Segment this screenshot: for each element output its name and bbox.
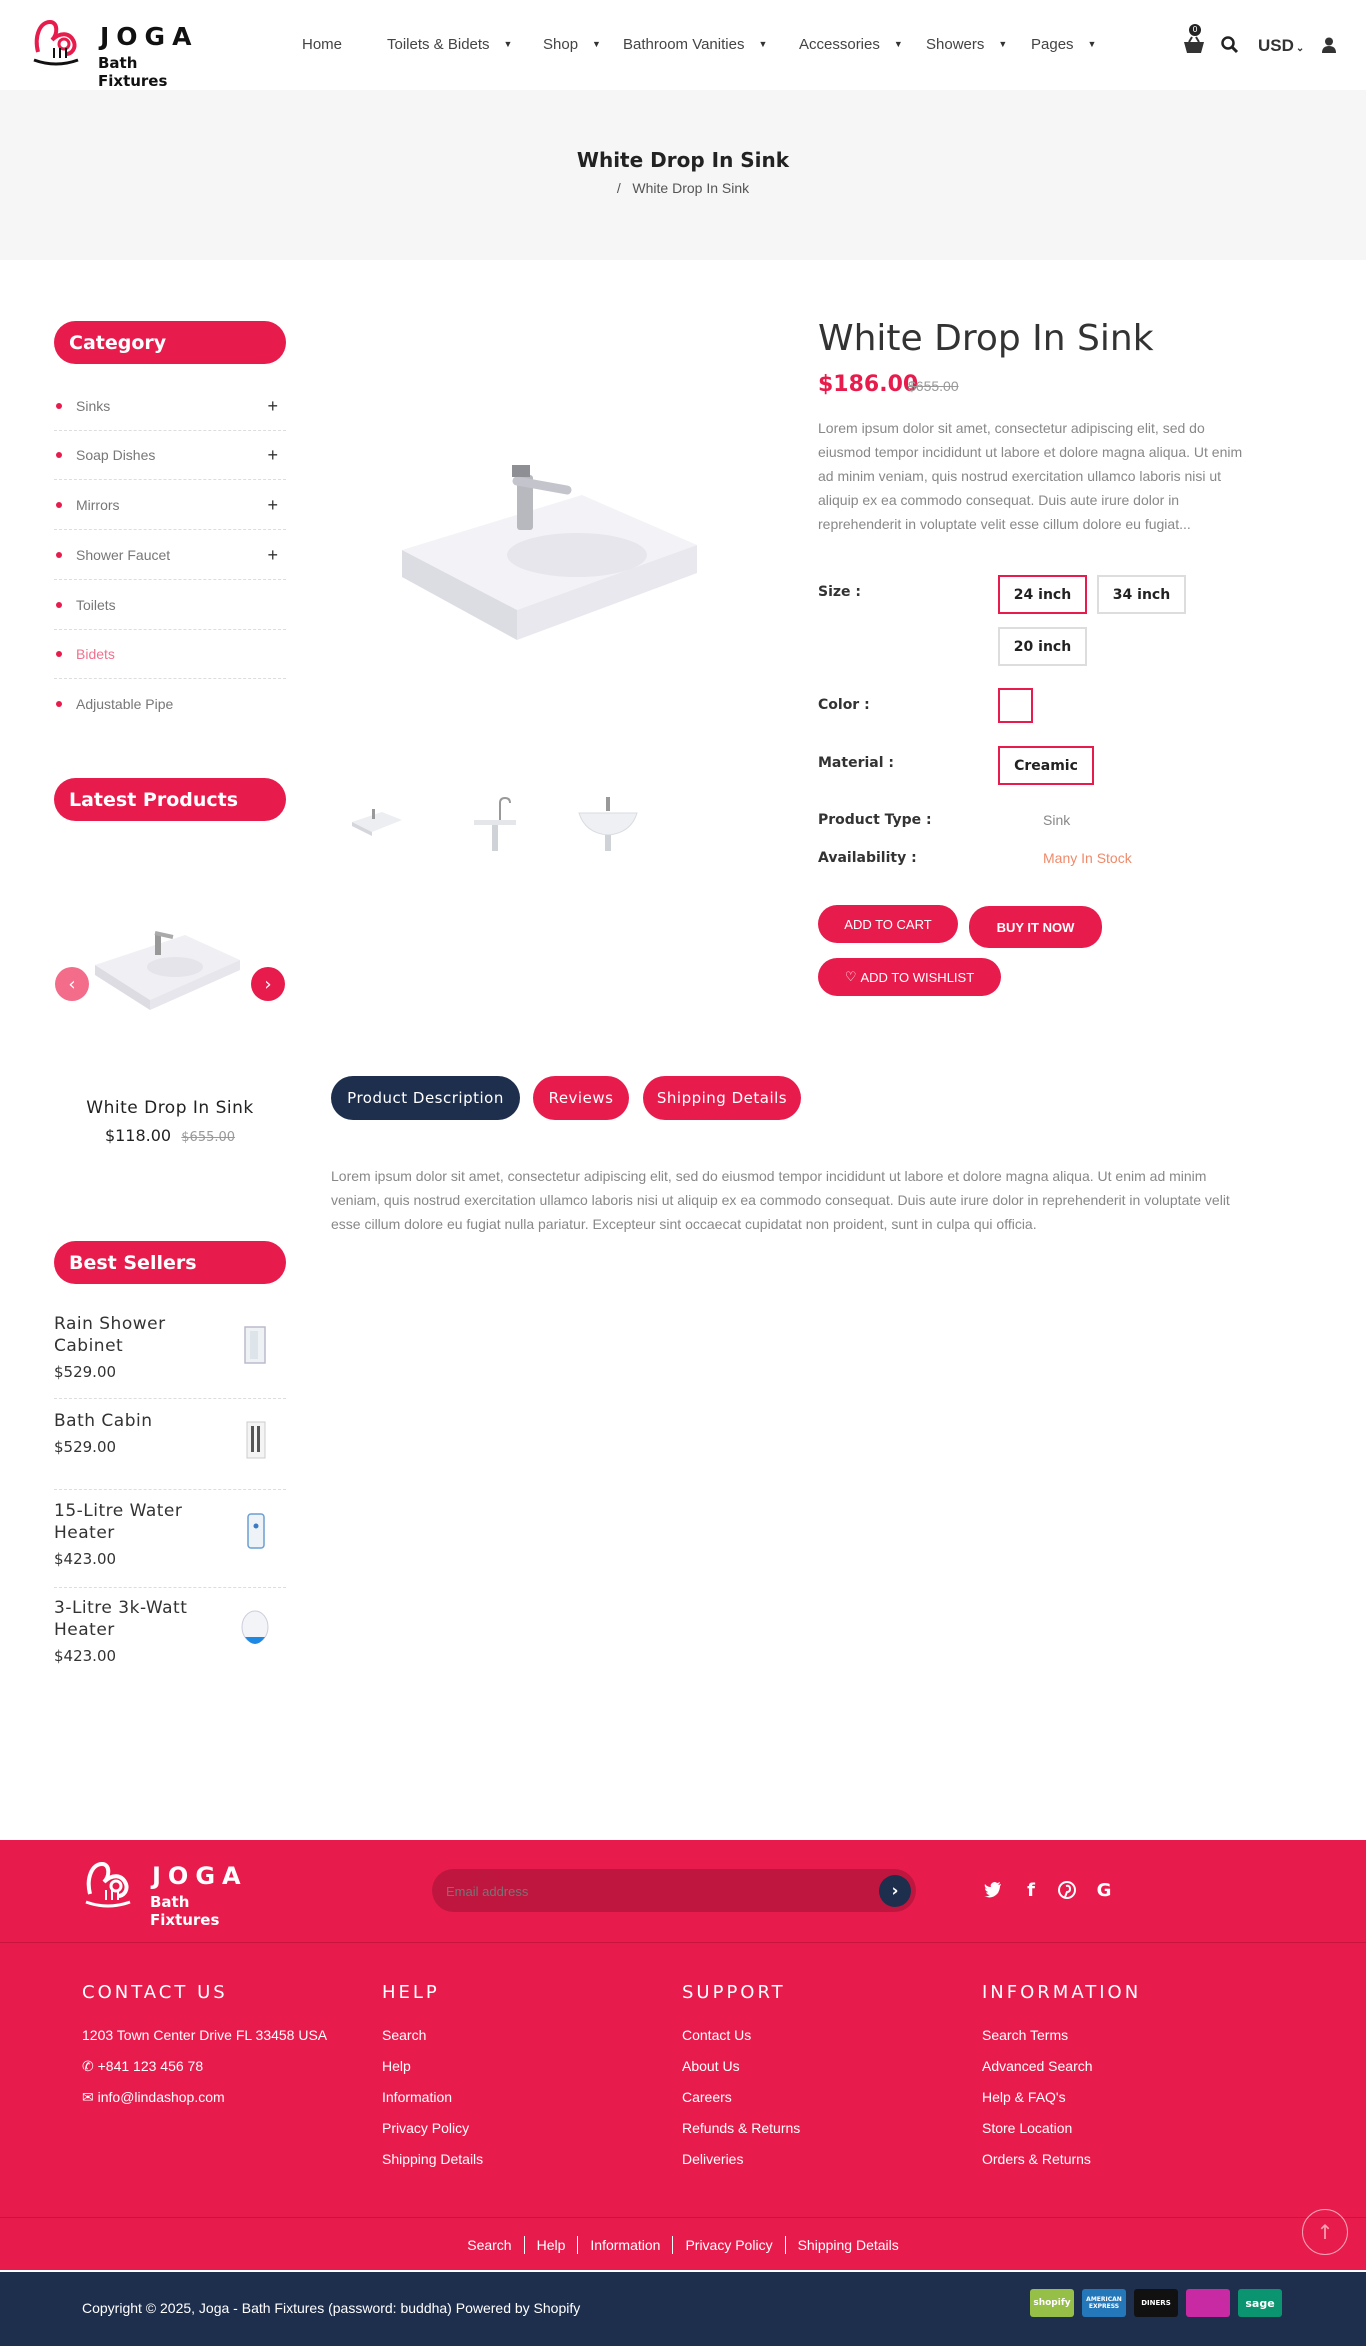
copyright-bar [0, 2272, 1366, 2346]
next-arrow-button[interactable] [251, 967, 285, 1001]
color-swatch[interactable] [998, 688, 1033, 723]
sage-pay-icon: sage [1238, 2289, 1282, 2317]
bullet-dot [56, 602, 62, 608]
product-main-image[interactable] [392, 455, 702, 655]
nav-pages[interactable] [1031, 33, 1096, 55]
bottom-link[interactable]: Search [455, 2236, 524, 2254]
footer-logo[interactable] [82, 1858, 252, 1929]
footer-link[interactable]: Contact Us [682, 2027, 752, 2043]
footer-link[interactable]: Shipping Details [382, 2151, 484, 2167]
copyright-text: Copyright © 2025, Joga - Bath Fixtures (password: buddha) Powered by Shopify [82, 2300, 581, 2316]
nav-label: Bathroom Vanities [623, 35, 745, 53]
bottom-link[interactable]: Privacy Policy [673, 2236, 785, 2254]
caret-down-icon: ▼ [998, 39, 1008, 49]
thumbnail-1[interactable] [348, 800, 406, 842]
footer-information-column [982, 1982, 1242, 2168]
product-title: White Drop In Sink [818, 318, 1154, 359]
category-label: Mirrors [76, 497, 120, 513]
logo-icon [82, 1858, 134, 1912]
best-seller-name[interactable]: Bath Cabin [54, 1411, 153, 1431]
size-option-20[interactable]: 20 inch [998, 627, 1087, 666]
best-seller-name[interactable]: Rain Shower Cabinet [54, 1314, 166, 1356]
product-price: $186.00 [818, 372, 919, 397]
category-item-toilets[interactable] [54, 581, 286, 630]
nav-label: Showers [926, 35, 985, 53]
best-seller-item[interactable] [54, 1597, 286, 1683]
nav-label: Accessories [799, 35, 880, 53]
caret-down-icon: ▼ [592, 39, 601, 49]
category-label: Sinks [76, 398, 111, 414]
material-option[interactable]: Creamic [998, 746, 1094, 785]
category-item-adjustable-pipe[interactable] [54, 679, 286, 728]
footer-link[interactable]: Help & FAQ's [982, 2089, 1066, 2105]
thumbnail-3[interactable] [575, 795, 641, 855]
footer-logo-name: JOGA [152, 1862, 248, 1890]
plus-icon[interactable]: + [267, 494, 278, 515]
material-label: Material : [818, 755, 894, 771]
footer-divider [0, 2217, 1366, 2218]
footer-bottom-links [0, 2236, 1366, 2254]
category-label: Bidets [76, 646, 115, 662]
latest-product-image[interactable] [85, 915, 245, 1015]
bullet-dot [56, 403, 62, 409]
footer-heading: CONTACT US [82, 1982, 228, 2003]
amex-icon: AMERICAN EXPRESS [1082, 2289, 1126, 2317]
footer-link[interactable]: Privacy Policy [382, 2120, 470, 2136]
footer-contact-column [82, 1982, 362, 2106]
caret-down-icon: ▼ [893, 39, 903, 49]
plus-icon[interactable]: + [267, 544, 278, 565]
footer-link[interactable]: Deliveries [682, 2151, 744, 2167]
best-seller-price: $423.00 [54, 1647, 117, 1665]
logo-icon [30, 16, 82, 70]
cart-button[interactable] [1183, 24, 1205, 56]
google-icon[interactable] [1090, 1876, 1118, 1904]
subscribe-button[interactable] [879, 1875, 911, 1907]
shopify-pay-icon: shopify [1030, 2289, 1074, 2317]
caret-down-icon: ▼ [503, 39, 513, 49]
footer-link[interactable]: Store Location [982, 2120, 1073, 2136]
add-to-cart-button[interactable]: ADD TO CART [818, 905, 958, 943]
breadcrumb-current: White Drop In Sink [632, 180, 750, 196]
footer-link[interactable]: Advanced Search [982, 2058, 1093, 2074]
footer-heading: SUPPORT [682, 1982, 786, 2003]
wishlist-label: ADD TO WISHLIST [860, 969, 975, 985]
footer-link[interactable]: Search [382, 2027, 427, 2043]
best-seller-item[interactable] [54, 1313, 286, 1399]
bullet-dot [56, 701, 62, 707]
search-icon[interactable] [1221, 36, 1239, 54]
category-item-soap-dishes[interactable] [54, 431, 286, 480]
water-heater-image [244, 1512, 268, 1552]
color-label: Color : [818, 697, 870, 713]
footer-link[interactable]: Help [382, 2058, 411, 2074]
footer-link[interactable]: Search Terms [982, 2027, 1069, 2043]
best-seller-name[interactable]: 3-Litre 3k-Watt Heater [54, 1598, 188, 1640]
bottom-link[interactable]: Help [525, 2236, 579, 2254]
footer-email[interactable] [82, 2089, 362, 2106]
breadcrumb [0, 180, 1366, 196]
best-seller-item[interactable] [54, 1410, 286, 1490]
product-old-price: $655.00 [908, 378, 959, 394]
footer-heading: HELP [382, 1982, 440, 2003]
footer-logo-subtitle: Bath Fixtures [150, 1893, 220, 1929]
footer-address: 1203 Town Center Drive FL 33458 USA [82, 2027, 328, 2043]
latest-product-name[interactable]: White Drop In Sink [86, 1098, 254, 1118]
payment-method-icon [1186, 2289, 1230, 2317]
facebook-glyph: f [1027, 1879, 1035, 1901]
heater-image [240, 1609, 270, 1649]
tab-shipping-details[interactable]: Shipping Details [643, 1076, 801, 1120]
pinterest-icon[interactable] [1053, 1876, 1081, 1904]
current-price: $118.00 [104, 1126, 172, 1145]
pinterest-glyph [1058, 1881, 1076, 1899]
footer-link[interactable]: Information [382, 2089, 453, 2105]
email-text: info@lindashop.com [97, 2089, 225, 2105]
scroll-to-top-button[interactable] [1302, 2209, 1348, 2255]
nav-home[interactable] [302, 33, 342, 55]
bottom-link[interactable]: Information [578, 2236, 673, 2254]
footer-heading: INFORMATION [982, 1982, 1142, 2003]
currency-label: USD [1258, 36, 1294, 55]
logo-subtitle: Bath Fixtures [98, 54, 168, 90]
site-header [0, 0, 1366, 90]
buy-it-now-button[interactable]: BUY IT NOW [969, 906, 1102, 948]
latest-product-price [54, 1126, 286, 1145]
best-seller-item[interactable] [54, 1500, 286, 1588]
facebook-icon[interactable] [1017, 1876, 1045, 1904]
tab-product-description[interactable]: Product Description [331, 1076, 520, 1120]
phone-text: +841 123 456 78 [97, 2058, 204, 2074]
nav-label: Home [302, 35, 343, 53]
google-glyph: G [1096, 1879, 1112, 1901]
currency-select[interactable] [1258, 36, 1304, 56]
caret-down-icon: ▼ [758, 39, 768, 49]
thumbnail-2[interactable] [470, 795, 520, 855]
footer-divider [0, 1942, 1366, 1943]
old-price: $655.00 [181, 1130, 236, 1145]
logo[interactable] [30, 14, 199, 90]
chevron-down-icon: ⌄ [1295, 43, 1305, 54]
phone-icon: ✆ [82, 2058, 94, 2074]
category-label: Soap Dishes [76, 447, 156, 463]
twitter-icon[interactable] [979, 1876, 1007, 1904]
footer-link[interactable]: About Us [682, 2058, 740, 2074]
size-option-34[interactable]: 34 inch [1097, 575, 1186, 614]
nav-accessories[interactable] [799, 33, 903, 55]
latest-products-heading: Latest Products [54, 778, 286, 821]
shower-cabinet-image [242, 1325, 268, 1365]
footer-support-column [682, 1982, 942, 2168]
product-short-description: Lorem ipsum dolor sit amet, consectetur adipiscing elit, sed do eiusmod tempor incididunt ut labore et dolore magna aliqua. Ut enim ad minim veniam, quis nostrud exercitation ullamco laboris nisi ut aliquip ex ea commodo consequat. Duis aute irure dolor in reprehenderit in voluptate velit esse cillum dolore eu fugiat... [818, 420, 1243, 532]
bullet-dot [56, 552, 62, 558]
bullet-dot [56, 651, 62, 657]
best-seller-price: $423.00 [54, 1550, 117, 1568]
category-item-sinks[interactable] [54, 382, 286, 431]
footer-help-column [382, 1982, 642, 2168]
size-option-24[interactable]: 24 inch [998, 575, 1087, 614]
newsletter-form [432, 1869, 916, 1912]
twitter-glyph [984, 1882, 1002, 1898]
footer-link[interactable]: Orders & Returns [982, 2151, 1091, 2167]
chevron-left-icon: ‹ [68, 973, 76, 995]
caret-down-icon: ▼ [1087, 39, 1097, 49]
nav-shop[interactable] [543, 33, 601, 55]
availability-label: Availability : [818, 850, 917, 866]
breadcrumb-separator: / [616, 180, 621, 196]
best-seller-name[interactable]: 15-Litre Water Heater [54, 1501, 183, 1543]
add-to-wishlist-button[interactable] [818, 958, 1001, 996]
bullet-dot [56, 452, 62, 458]
heart-icon: ♡ [844, 969, 857, 984]
footer-link[interactable]: Careers [682, 2089, 732, 2105]
category-heading: Category [54, 321, 286, 364]
category-label: Shower Faucet [76, 547, 171, 563]
nav-label: Shop [543, 35, 579, 53]
best-seller-price: $529.00 [54, 1438, 117, 1456]
diners-club-icon: DINERS [1134, 2289, 1178, 2317]
email-input[interactable] [446, 1879, 846, 1903]
category-item-bidets[interactable] [54, 630, 286, 679]
category-label: Toilets [76, 597, 116, 613]
nav-showers[interactable] [926, 33, 1007, 55]
prev-arrow-button[interactable] [55, 967, 89, 1001]
nav-toilets-bidets[interactable] [387, 33, 512, 55]
plus-icon[interactable]: + [267, 395, 278, 416]
cart-count-badge: 0 [1189, 24, 1201, 36]
nav-bathroom-vanities[interactable] [623, 33, 767, 55]
chevron-right-icon: › [264, 973, 272, 995]
footer-link[interactable]: Refunds & Returns [682, 2120, 801, 2136]
page-title: White Drop In Sink [576, 148, 790, 172]
best-sellers-heading: Best Sellers [54, 1241, 286, 1284]
email-icon: ✉ [82, 2089, 94, 2105]
footer-phone [82, 2058, 362, 2075]
tab-reviews[interactable]: Reviews [533, 1076, 629, 1120]
product-type-label: Product Type : [818, 812, 932, 828]
category-item-mirrors[interactable] [54, 481, 286, 530]
bullet-dot [56, 502, 62, 508]
category-item-shower-faucet[interactable] [54, 531, 286, 580]
basket-icon [1183, 36, 1205, 54]
best-seller-price: $529.00 [54, 1363, 117, 1381]
size-label: Size : [818, 584, 861, 600]
chevron-right-icon: › [891, 1881, 899, 1901]
availability-value: Many In Stock [1043, 850, 1132, 866]
tab-content: Lorem ipsum dolor sit amet, consectetur adipiscing elit, sed do eiusmod tempor incididunt ut labore et dolore magna aliqua. Ut enim ad minim veniam, quis nostrud exercitation ullamco laboris nisi ut aliquip ex ea commodo consequat. Duis aute irure dolor in reprehenderit in voluptate velit esse cillum dolore eu fugiat nulla pariatur. Excepteur sint occaecat cupidatat non proident, sunt in culpa qui officia. [331, 1168, 1230, 1232]
nav-label: Toilets & Bidets [387, 35, 490, 53]
logo-name: JOGA [100, 22, 199, 51]
category-label: Adjustable Pipe [76, 695, 174, 712]
bath-cabin-image [244, 1420, 268, 1460]
bottom-link[interactable]: Shipping Details [797, 2237, 899, 2253]
nav-label: Pages [1031, 35, 1074, 53]
page-banner [0, 90, 1366, 260]
plus-icon[interactable]: + [267, 444, 278, 465]
arrow-up-icon: ↑ [1316, 2220, 1334, 2244]
product-type-value: Sink [1043, 812, 1071, 828]
user-icon[interactable] [1321, 37, 1337, 53]
